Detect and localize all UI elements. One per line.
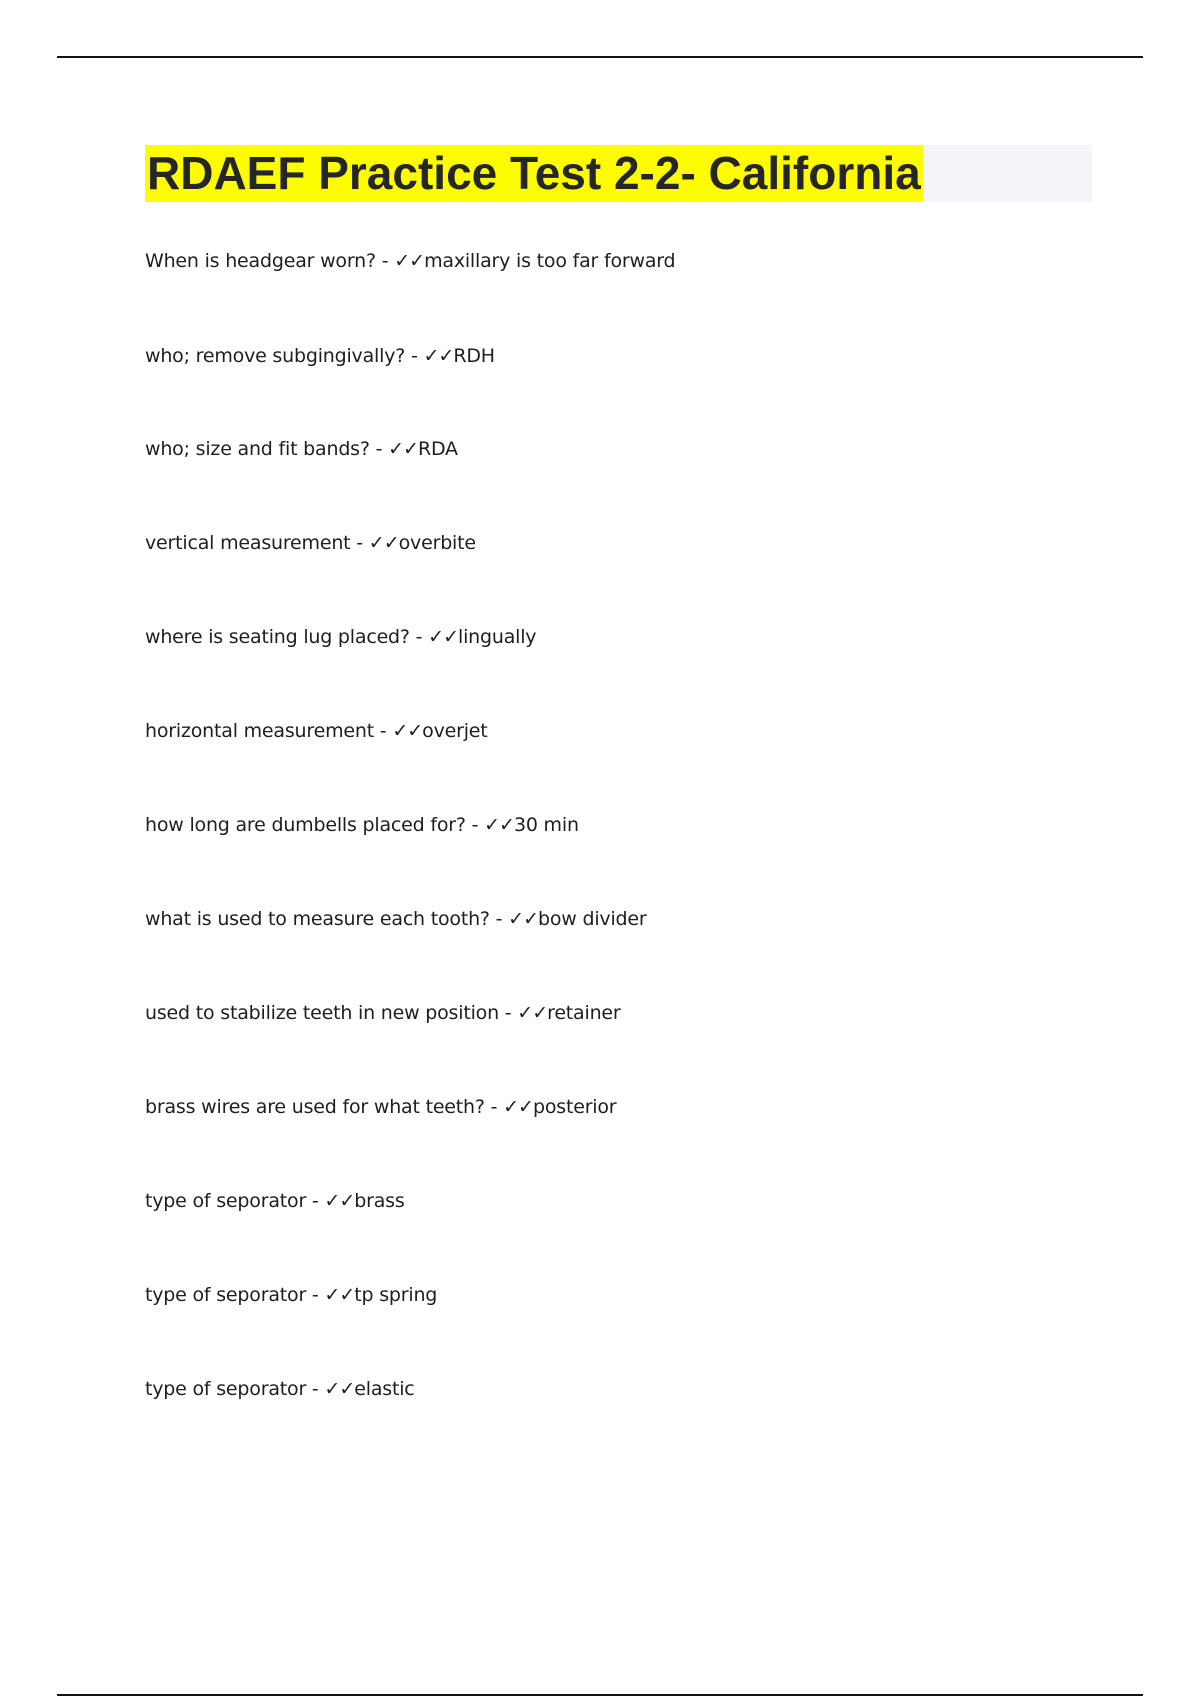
answer-text: RDA: [417, 438, 458, 460]
question-text: who; remove subgingivally?: [145, 345, 406, 367]
answer-text: RDH: [453, 345, 495, 367]
question-text: horizontal measurement: [145, 720, 374, 742]
question-text: vertical measurement: [145, 532, 351, 554]
answer-text: bow divider: [538, 908, 647, 930]
qa-item: [145, 1095, 616, 1119]
answer-text: tp spring: [354, 1284, 438, 1306]
document-title: RDAEF Practice Test 2-2- California: [145, 145, 923, 202]
check-icon: ✓✓: [508, 908, 539, 930]
separator: -: [498, 1002, 518, 1024]
separator: -: [375, 250, 395, 272]
question-text: type of seporator: [145, 1378, 307, 1400]
check-icon: ✓✓: [368, 532, 399, 554]
answer-text: maxillary is too far forward: [424, 250, 676, 272]
separator: -: [306, 1190, 325, 1212]
qa-item: [145, 344, 495, 368]
answer-text: brass: [354, 1190, 405, 1212]
question-text: used to stabilize teeth in new position: [145, 1002, 499, 1024]
qa-item: [145, 1377, 415, 1401]
question-text: what is used to measure each tooth?: [145, 908, 490, 930]
question-text: type of seporator: [145, 1190, 307, 1212]
question-text: brass wires are used for what teeth?: [145, 1096, 485, 1118]
answer-text: overjet: [422, 720, 488, 742]
question-text: how long are dumbells placed for?: [145, 814, 466, 836]
qa-item: [145, 719, 488, 743]
page-top-rule: [57, 56, 1143, 58]
question-text: where is seating lug placed?: [145, 626, 410, 648]
question-text: type of seporator: [145, 1284, 307, 1306]
answer-text: retainer: [547, 1002, 621, 1024]
separator: -: [306, 1284, 325, 1306]
check-icon: ✓✓: [503, 1096, 533, 1118]
check-icon: ✓✓: [324, 1284, 355, 1306]
check-icon: ✓✓: [517, 1002, 548, 1024]
qa-item: [145, 1189, 405, 1213]
check-icon: ✓✓: [388, 438, 418, 460]
separator: -: [350, 532, 369, 554]
check-icon: ✓✓: [324, 1190, 355, 1212]
separator: -: [409, 626, 429, 648]
check-icon: ✓✓: [392, 720, 423, 742]
question-text: When is headgear worn?: [145, 250, 376, 272]
qa-item: [145, 813, 579, 837]
qa-item: [145, 625, 536, 649]
separator: -: [465, 814, 485, 836]
check-icon: ✓✓: [324, 1378, 355, 1400]
check-icon: ✓✓: [394, 250, 425, 272]
separator: -: [373, 720, 393, 742]
page-bottom-rule: [57, 1694, 1143, 1696]
qa-item: [145, 1283, 437, 1307]
answer-text: overbite: [398, 532, 476, 554]
answer-text: posterior: [532, 1096, 617, 1118]
separator: -: [405, 345, 424, 367]
answer-text: elastic: [354, 1378, 415, 1400]
qa-item: [145, 907, 647, 931]
separator: -: [489, 908, 509, 930]
answer-text: 30 min: [513, 814, 579, 836]
check-icon: ✓✓: [423, 345, 454, 367]
qa-item: [145, 531, 476, 555]
separator: -: [369, 438, 389, 460]
separator: -: [306, 1378, 325, 1400]
qa-item: [145, 1001, 621, 1025]
qa-item: [145, 437, 458, 461]
qa-item: [145, 249, 675, 273]
answer-text: lingually: [458, 626, 537, 648]
check-icon: ✓✓: [484, 814, 514, 836]
separator: -: [484, 1096, 504, 1118]
question-text: who; size and fit bands?: [145, 438, 370, 460]
check-icon: ✓✓: [428, 626, 458, 648]
